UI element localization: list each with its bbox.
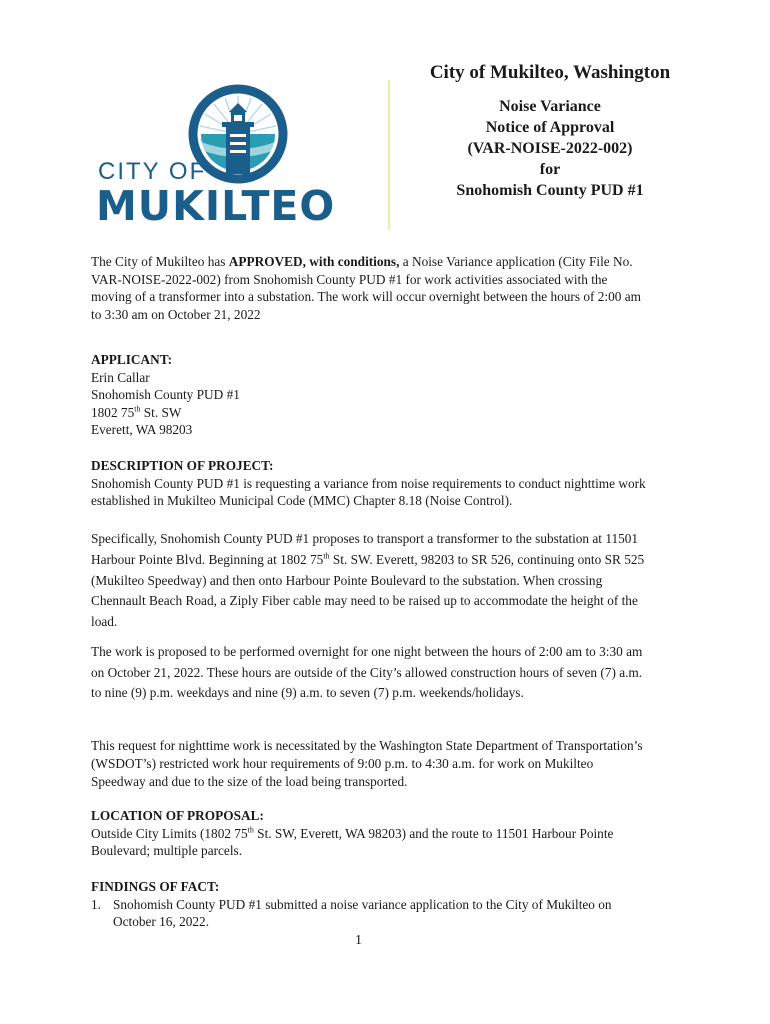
description-p1: Snohomish County PUD #1 is requesting a variance from noise requirements to conduct nighttime work established in Mukilteo Municipal Code (MMC) Chapter 8.18 (Noise Control). xyxy=(91,475,646,508)
intro-text: a Noise Variance application (City File No. VAR-NOISE-2022-002) from Snohomish County PUD #1 for work activities associated with the moving of a transformer into a substation. The work will occur overnight between the hours of 2:00 am to 3:30 am on October 21, 2022 xyxy=(91,254,641,322)
findings-section xyxy=(91,878,651,931)
intro-prefix: The City of Mukilteo has xyxy=(91,254,229,269)
intro-paragraph xyxy=(91,253,651,323)
location-text-start: Outside City Limits (1802 75 xyxy=(91,825,248,841)
title-line-applicant: Snohomish County PUD #1 xyxy=(456,182,644,199)
description-p2 xyxy=(91,529,651,633)
logo-city-name: MUKILTEO xyxy=(96,182,336,230)
document-title: City of Mukilteo, Washington xyxy=(429,62,671,83)
applicant-section xyxy=(91,351,651,439)
address-ordinal: th xyxy=(134,404,141,414)
description-p4 xyxy=(91,737,651,791)
location-ordinal: th xyxy=(247,825,254,835)
description-section xyxy=(91,457,651,510)
address-number: 1802 75 xyxy=(91,404,135,420)
city-logo xyxy=(92,80,390,230)
title-line-file-number: (VAR-NOISE-2022-002) xyxy=(467,140,633,157)
page-number: 1 xyxy=(355,933,362,948)
address-street: St. SW xyxy=(140,404,182,420)
p2-ordinal: th xyxy=(323,551,330,561)
applicant-name: Erin Callar xyxy=(91,369,150,385)
logo-border xyxy=(388,80,390,230)
approval-status: APPROVED, with conditions, xyxy=(228,254,400,269)
logo-city-of: CITY OF xyxy=(98,158,207,185)
title-line-for: for xyxy=(539,161,561,178)
findings-heading: FINDINGS OF FACT: xyxy=(91,879,220,894)
finding-text: Snohomish County PUD #1 submitted a noise variance application to the City of Mukilteo on October 16, 2022. xyxy=(113,896,612,929)
location-text-end: St. SW, Everett, WA 98203) and the route to 11501 Harbour Pointe Boulevard; multiple parcels. xyxy=(91,825,614,858)
applicant-heading: APPLICANT: xyxy=(91,352,173,367)
description-heading: DESCRIPTION OF PROJECT: xyxy=(91,458,274,473)
hours-paragraph: The work is proposed to be performed overnight for one night between the hours of 2:00 am to 3:30 am on October 21, 2022. These hours are outside of the City’s allowed construction hours of seven (7) a.m. to nine (9) p.m. weekdays and nine (9) a.m. to seven (7) p.m. weekends/holidays. xyxy=(91,644,643,700)
description-p3 xyxy=(91,642,651,704)
p2-text-end: St. SW. Everett, 98203 to SR 526, continuing onto SR 525 (Mukilteo Speedway) and then onto Harbour Pointe Boulevard to the substation. When crossing Chennault Beach Road, a Ziply Fiber cable may need to be raised up to accommodate the height of the load. xyxy=(91,551,645,630)
applicant-org: Snohomish County PUD #1 xyxy=(91,387,240,402)
wsdot-paragraph: This request for nighttime work is necessitated by the Washington State Department of Transportation’s (WSDOT’s) restricted work hour requirements of 9:00 p.m. to 4:30 a.m. for work on Mukilteo Speedway and due to the size of the load being transported. xyxy=(91,738,643,789)
title-line-variance: Noise Variance xyxy=(499,98,601,115)
notice-title-block xyxy=(400,62,700,201)
applicant-city: Everett, WA 98203 xyxy=(91,422,193,437)
applicant-address xyxy=(91,404,651,422)
title-line-notice: Notice of Approval xyxy=(485,119,615,136)
finding-item xyxy=(91,896,651,931)
location-heading: LOCATION OF PROPOSAL: xyxy=(91,808,264,823)
finding-number: 1. xyxy=(91,896,101,912)
p2-text-start: Specifically, Snohomish County PUD #1 proposes to transport a transformer to the substation at 11501 Harbour Pointe Blvd. Beginning at 1802 75 xyxy=(91,531,639,567)
location-section xyxy=(91,807,651,860)
